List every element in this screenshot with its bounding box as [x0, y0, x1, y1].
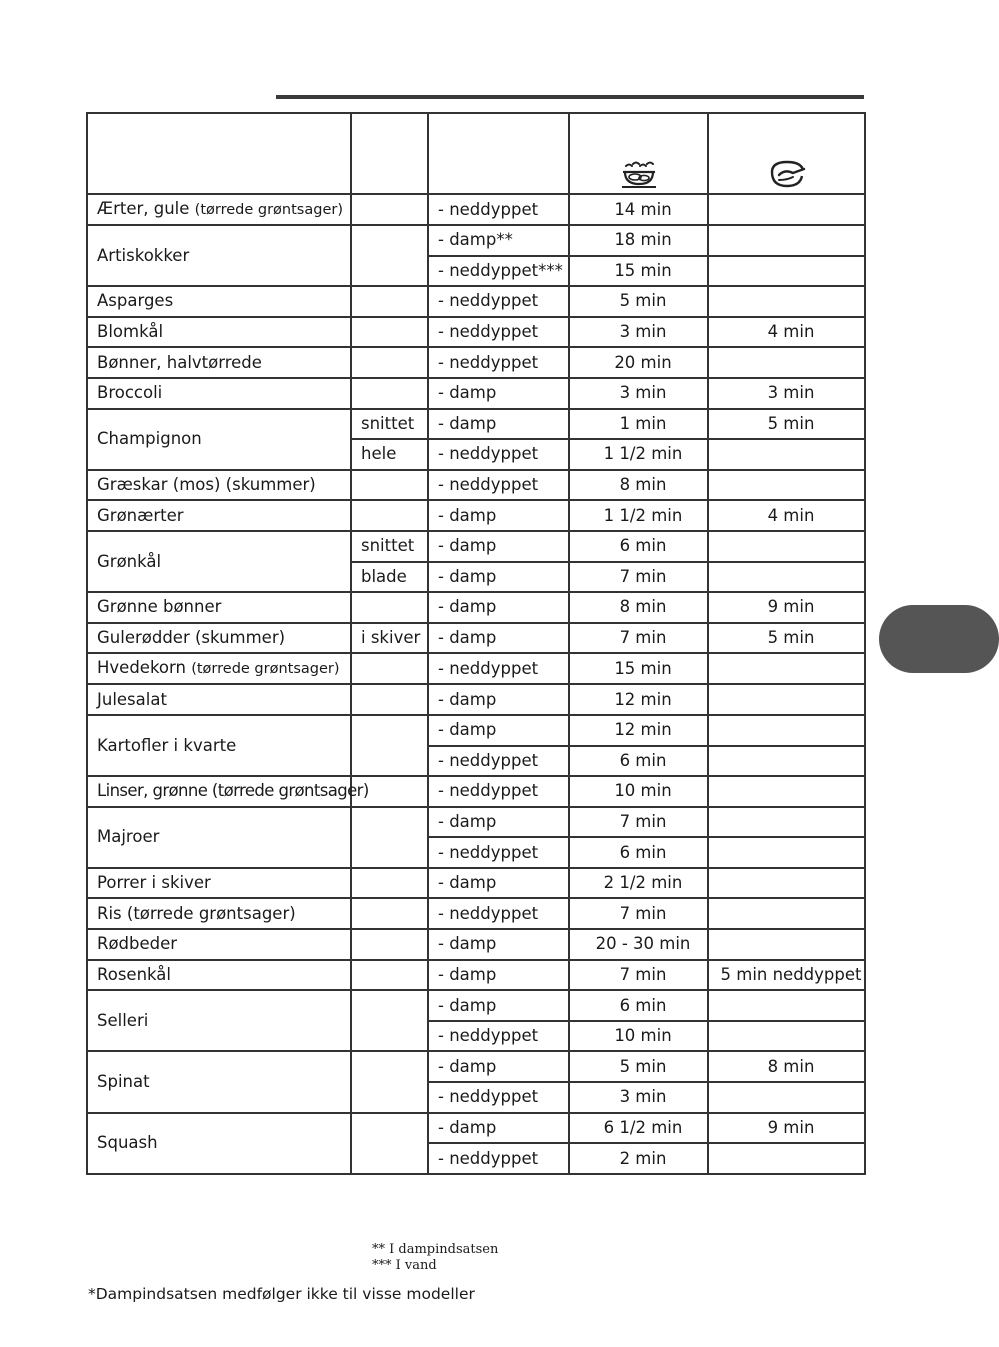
- table-row: [87, 1113, 865, 1144]
- vegetable-cell: [87, 1051, 351, 1112]
- prep-cell: hele: [351, 439, 428, 470]
- alt-time-cell: [708, 715, 865, 746]
- method-cell: - neddyppet: [428, 347, 569, 378]
- prep-cell: [351, 225, 428, 286]
- vegetable-cell: [87, 500, 351, 531]
- table-row: [87, 684, 865, 715]
- vegetable-name: Kartofler i kvarte: [97, 735, 237, 755]
- header-method-cell: [428, 113, 569, 194]
- time-cell: 12 min: [569, 684, 708, 715]
- method-cell: - damp: [428, 929, 569, 960]
- method-cell: - neddyppet: [428, 439, 569, 470]
- table-row: [87, 776, 865, 807]
- table-row: [87, 960, 865, 991]
- table-row: [87, 317, 865, 348]
- method-cell: - damp: [428, 1051, 569, 1082]
- method-cell: - neddyppet: [428, 898, 569, 929]
- table-header-row: [87, 113, 865, 194]
- prep-cell: [351, 317, 428, 348]
- method-cell: - damp: [428, 562, 569, 593]
- vegetable-name: Julesalat: [97, 689, 167, 709]
- vegetable-cell: [87, 592, 351, 623]
- cooking-times-body: [87, 113, 865, 1174]
- alt-time-cell: [708, 807, 865, 838]
- vegetable-cell: [87, 1113, 351, 1174]
- vegetable-name: Asparges: [97, 291, 174, 311]
- vegetable-note: (tørrede grøntsager): [211, 781, 369, 801]
- method-cell: - damp: [428, 715, 569, 746]
- time-cell: 15 min: [569, 256, 708, 287]
- alt-time-cell: [708, 684, 865, 715]
- alt-time-cell: 9 min: [708, 592, 865, 623]
- prep-cell: [351, 500, 428, 531]
- table-row: [87, 868, 865, 899]
- time-cell: 8 min: [569, 592, 708, 623]
- vegetable-cell: [87, 807, 351, 868]
- header-vegetable-cell: [87, 113, 351, 194]
- alt-time-cell: 4 min: [708, 500, 865, 531]
- time-cell: 18 min: [569, 225, 708, 256]
- table-row: [87, 807, 865, 838]
- vegetable-cell: [87, 470, 351, 501]
- method-cell: - neddyppet: [428, 776, 569, 807]
- vegetable-name: Ris (tørrede grøntsager): [97, 903, 296, 923]
- time-cell: 10 min: [569, 1021, 708, 1052]
- prep-cell: snittet: [351, 531, 428, 562]
- time-cell: 7 min: [569, 623, 708, 654]
- prep-cell: snittet: [351, 409, 428, 440]
- alt-time-cell: 5 min neddyppet: [708, 960, 865, 991]
- vegetable-name: Linser, grønne: [97, 781, 212, 801]
- time-cell: 7 min: [569, 807, 708, 838]
- section-tab-marker: [879, 605, 999, 673]
- method-cell: - neddyppet: [428, 317, 569, 348]
- time-cell: 20 min: [569, 347, 708, 378]
- alt-time-cell: [708, 898, 865, 929]
- prep-cell: i skiver: [351, 623, 428, 654]
- time-cell: 6 min: [569, 990, 708, 1021]
- method-cell: - damp: [428, 623, 569, 654]
- prep-cell: [351, 868, 428, 899]
- time-cell: 7 min: [569, 898, 708, 929]
- vegetable-note: (tørrede grøntsager): [194, 202, 343, 218]
- alt-time-cell: 8 min: [708, 1051, 865, 1082]
- table-row: [87, 1051, 865, 1082]
- time-cell: 8 min: [569, 470, 708, 501]
- vegetable-name: Porrer i skiver: [97, 873, 211, 893]
- note-water: *** I vand: [372, 1258, 437, 1273]
- vegetable-note: (tørrede grøntsager): [191, 661, 340, 678]
- table-row: [87, 225, 865, 256]
- alt-time-cell: [708, 256, 865, 287]
- prep-cell: [351, 960, 428, 991]
- table-row: [87, 990, 865, 1021]
- table-row: [87, 194, 865, 225]
- vegetable-name: Gulerødder (skummer): [97, 628, 286, 648]
- prep-cell: [351, 470, 428, 501]
- method-cell: - damp: [428, 409, 569, 440]
- time-cell: 5 min: [569, 286, 708, 317]
- header-rule: [276, 95, 864, 99]
- prep-cell: [351, 378, 428, 409]
- vegetable-name: Blomkål: [97, 322, 164, 342]
- time-cell: 1 min: [569, 409, 708, 440]
- method-cell: - neddyppet: [428, 837, 569, 868]
- alt-time-cell: [708, 990, 865, 1021]
- vegetable-cell: [87, 898, 351, 929]
- vegetable-name: Ærter, gule: [97, 199, 195, 218]
- vegetable-name: Artiskokker: [97, 245, 190, 265]
- method-cell: - neddyppet: [428, 286, 569, 317]
- alt-time-cell: [708, 1143, 865, 1174]
- table-notes: [372, 1242, 498, 1274]
- vegetable-name: Grønne bønner: [97, 597, 222, 617]
- vegetable-name: Squash: [97, 1133, 158, 1153]
- prep-cell: [351, 286, 428, 317]
- method-cell: - damp: [428, 807, 569, 838]
- prep-cell: [351, 990, 428, 1051]
- table-row: [87, 531, 865, 562]
- method-cell: - neddyppet: [428, 746, 569, 777]
- time-cell: 7 min: [569, 562, 708, 593]
- time-cell: 15 min: [569, 653, 708, 684]
- time-cell: 1 1/2 min: [569, 439, 708, 470]
- prep-cell: [351, 194, 428, 225]
- alt-time-cell: [708, 776, 865, 807]
- method-cell: - damp: [428, 1113, 569, 1144]
- vegetable-cell: [87, 378, 351, 409]
- method-cell: - damp: [428, 684, 569, 715]
- vegetable-name: Rosenkål: [97, 964, 171, 984]
- method-cell: - damp: [428, 960, 569, 991]
- prep-cell: [351, 1113, 428, 1174]
- vegetable-cell: [87, 868, 351, 899]
- prep-cell: [351, 807, 428, 868]
- alt-time-cell: 5 min: [708, 409, 865, 440]
- table-row: [87, 898, 865, 929]
- vegetable-cell: [87, 409, 351, 470]
- vegetable-name: Rødbeder: [97, 934, 178, 954]
- vegetable-cell: [87, 653, 351, 684]
- header-pot-cell: [708, 113, 865, 194]
- vegetable-cell: [87, 929, 351, 960]
- alt-time-cell: [708, 1082, 865, 1113]
- prep-cell: [351, 898, 428, 929]
- vegetable-name: Grønærter: [97, 505, 184, 525]
- header-prep-cell: [351, 113, 428, 194]
- time-cell: 20 - 30 min: [569, 929, 708, 960]
- prep-cell: blade: [351, 562, 428, 593]
- vegetable-cell: [87, 776, 369, 807]
- time-cell: 6 min: [569, 837, 708, 868]
- alt-time-cell: [708, 439, 865, 470]
- table-row: [87, 378, 865, 409]
- table-row: [87, 470, 865, 501]
- method-cell: - neddyppet: [428, 194, 569, 225]
- vegetable-name: Hvedekorn: [97, 658, 192, 678]
- alt-time-cell: [708, 470, 865, 501]
- table-row: [87, 286, 865, 317]
- prep-cell: [351, 1051, 428, 1112]
- method-cell: - neddyppet: [428, 653, 569, 684]
- steam-basket-icon: [619, 158, 659, 190]
- method-cell: - neddyppet: [428, 1143, 569, 1174]
- vegetable-cell: [87, 225, 351, 286]
- prep-cell: [351, 347, 428, 378]
- table-row: [87, 347, 865, 378]
- table-row: [87, 409, 865, 440]
- alt-time-cell: [708, 225, 865, 256]
- footnote: *Dampindsatsen medfølger ikke til visse modeller: [88, 1285, 475, 1303]
- vegetable-name: Spinat: [97, 1072, 150, 1092]
- vegetable-name: Majroer: [97, 827, 160, 847]
- alt-time-cell: [708, 286, 865, 317]
- time-cell: 2 1/2 min: [569, 868, 708, 899]
- vegetable-name: Broccoli: [97, 383, 163, 403]
- time-cell: 3 min: [569, 317, 708, 348]
- prep-cell: [351, 929, 428, 960]
- alt-time-cell: 5 min: [708, 623, 865, 654]
- vegetable-cell: [87, 960, 351, 991]
- cooking-times-table: [86, 112, 866, 1175]
- time-cell: 3 min: [569, 1082, 708, 1113]
- method-cell: - damp**: [428, 225, 569, 256]
- vegetable-name: Bønner, halvtørrede: [97, 352, 262, 372]
- table-row: [87, 592, 865, 623]
- vegetable-cell: [87, 715, 351, 776]
- time-cell: 6 min: [569, 746, 708, 777]
- method-cell: - damp: [428, 592, 569, 623]
- prep-cell: [351, 653, 428, 684]
- alt-time-cell: [708, 868, 865, 899]
- time-cell: 10 min: [569, 776, 708, 807]
- method-cell: - damp: [428, 378, 569, 409]
- vegetable-name: Champignon: [97, 429, 202, 449]
- note-steam-basket: ** I dampindsatsen: [372, 1242, 499, 1257]
- pot-icon: [767, 158, 807, 190]
- time-cell: 3 min: [569, 378, 708, 409]
- alt-time-cell: [708, 929, 865, 960]
- method-cell: - damp: [428, 500, 569, 531]
- header-steam-cell: [569, 113, 708, 194]
- method-cell: - damp: [428, 868, 569, 899]
- time-cell: 2 min: [569, 1143, 708, 1174]
- method-cell: - neddyppet: [428, 470, 569, 501]
- vegetable-cell: [87, 990, 351, 1051]
- alt-time-cell: [708, 347, 865, 378]
- method-cell: - damp: [428, 990, 569, 1021]
- time-cell: 5 min: [569, 1051, 708, 1082]
- time-cell: 6 min: [569, 531, 708, 562]
- table-row: [87, 623, 865, 654]
- time-cell: 1 1/2 min: [569, 500, 708, 531]
- alt-time-cell: [708, 194, 865, 225]
- alt-time-cell: [708, 531, 865, 562]
- alt-time-cell: [708, 746, 865, 777]
- alt-time-cell: [708, 653, 865, 684]
- time-cell: 12 min: [569, 715, 708, 746]
- alt-time-cell: [708, 837, 865, 868]
- vegetable-name: Selleri: [97, 1010, 149, 1030]
- vegetable-cell: [87, 317, 351, 348]
- prep-cell: [351, 592, 428, 623]
- vegetable-cell: [87, 347, 351, 378]
- vegetable-cell: [87, 623, 351, 654]
- prep-cell: [351, 684, 428, 715]
- time-cell: 7 min: [569, 960, 708, 991]
- method-cell: - neddyppet: [428, 1021, 569, 1052]
- vegetable-cell: [87, 194, 351, 225]
- table-row: [87, 929, 865, 960]
- alt-time-cell: 4 min: [708, 317, 865, 348]
- vegetable-name: Græskar (mos) (skummer): [97, 475, 316, 495]
- time-cell: 14 min: [569, 194, 708, 225]
- alt-time-cell: 3 min: [708, 378, 865, 409]
- table-row: [87, 500, 865, 531]
- vegetable-cell: [87, 286, 351, 317]
- table-row: [87, 715, 865, 746]
- prep-cell: [351, 715, 428, 776]
- vegetable-name: Grønkål: [97, 551, 162, 571]
- table-row: [87, 653, 865, 684]
- time-cell: 6 1/2 min: [569, 1113, 708, 1144]
- alt-time-cell: [708, 562, 865, 593]
- vegetable-cell: [87, 531, 351, 592]
- vegetable-cell: [87, 684, 351, 715]
- method-cell: - neddyppet: [428, 1082, 569, 1113]
- method-cell: - damp: [428, 531, 569, 562]
- alt-time-cell: [708, 1021, 865, 1052]
- alt-time-cell: 9 min: [708, 1113, 865, 1144]
- method-cell: - neddyppet***: [428, 256, 569, 287]
